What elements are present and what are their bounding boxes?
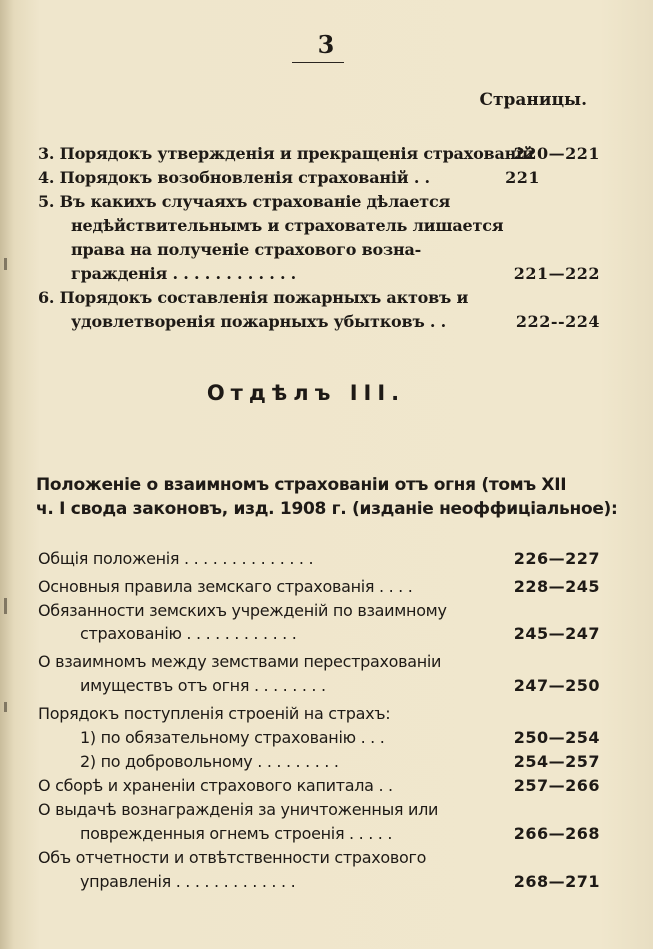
toc-entry-text: права на полученіе страхового возна- [71,240,422,259]
toc-entry-continuation [38,310,600,334]
toc-entry-text: гражденія . . . . . . . . . . . . [71,264,297,283]
toc-entry-text: 1) по обязательному страхованію . . . [80,728,385,747]
toc-entry [38,547,600,571]
toc-entry [38,142,600,166]
page-number: 3 [317,30,336,59]
toc-entry-text: Общія положенія . . . . . . . . . . . . . . [38,549,314,568]
toc-entry-pages: 222--224 [515,312,600,331]
toc-entry-text: Основныя правила земскаго страхованія . . . . [38,577,413,596]
toc-entry-text: Порядокъ поступленія строеній на страхъ: [38,704,391,723]
toc-entry-text: управленія . . . . . . . . . . . . . [80,872,296,891]
toc-entry-pages: 221—222 [513,264,600,283]
toc-entry [38,286,600,310]
toc-entry-text: удовлетворенія пожарныхъ убытковъ . . [71,312,446,331]
toc-entry-text: О выдачѣ вознагражденія за уничтоженныя или [38,800,439,819]
toc-entry-pages: 250—254 [513,728,600,747]
section-heading: Отдѣлъ III. [206,381,406,405]
toc-entry-text: 6. Порядокъ составленія пожарныхъ актовъ и [38,288,469,307]
toc-entry-pages: 268—271 [513,872,600,891]
toc-entry-continuation [38,822,600,846]
toc-entry-text: 4. Порядокъ возобновленія страхованій . . [38,168,430,187]
pages-column-label: Страницы. [479,90,587,110]
toc-entry-text: О взаимномъ между земствами перестрахованіи [38,652,442,671]
toc-entry [38,846,600,870]
binding-mark [4,598,7,614]
toc-entry-continuation [38,870,600,894]
toc-entry-pages: 254—257 [513,752,600,771]
toc-entry-pages: 257—266 [513,776,600,795]
binding-mark [4,258,7,270]
toc-entry [38,575,600,599]
toc-entry-pages: 226—227 [513,549,600,568]
toc-entry [38,774,600,798]
toc-entry-text: поврежденныя огнемъ строенія . . . . . [80,824,393,843]
toc-entry-text: 2) по добровольному . . . . . . . . . [80,752,339,771]
page-number-underline [292,62,344,63]
toc-entry-text: имуществъ отъ огня . . . . . . . . [80,676,326,695]
decree-title-line: Положеніе о взаимномъ страхованіи отъ огня (томъ XII [36,475,567,495]
decree-title-line: ч. I свода законовъ, изд. 1908 г. (изданіе неоффиціальное): [36,499,618,519]
toc-entry-pages: 228—245 [513,577,600,596]
toc-entry [38,599,600,623]
toc-entry-text: страхованію . . . . . . . . . . . . [80,624,297,643]
toc-entry [38,650,600,674]
toc-entry-pages: 221 [505,168,540,187]
toc-entry-text: Обязанности земскихъ учрежденій по взаимному [38,601,447,620]
toc-entry-text: 5. Въ какихъ случаяхъ страхованіе дѣлается [38,192,451,211]
toc-entry-continuation [38,262,600,286]
toc-entry [38,798,600,822]
toc-entry-pages: 220—221 [513,144,600,163]
toc-entry [38,750,600,774]
toc-entry-text: 3. Порядокъ утвержденія и прекращенія страхованій [38,144,534,163]
toc-entry-pages: 247—250 [513,676,600,695]
toc-entry-continuation [38,674,600,698]
toc-entry-continuation [38,238,600,262]
toc-entry-text: О сборѣ и храненіи страхового капитала . . [38,776,393,795]
toc-entry-continuation [38,622,600,646]
toc-entry-text: Объ отчетности и отвѣтственности страхового [38,848,427,867]
toc-entry [38,702,600,726]
toc-entry-pages: 245—247 [513,624,600,643]
toc-entry [38,166,600,190]
toc-entry-pages: 266—268 [513,824,600,843]
toc-entry-continuation [38,726,600,750]
toc-entry [38,190,600,214]
toc-entry-text: недѣйствительнымъ и страхователь лишается [71,216,504,235]
binding-mark [4,702,7,712]
toc-entry-continuation [38,214,600,238]
